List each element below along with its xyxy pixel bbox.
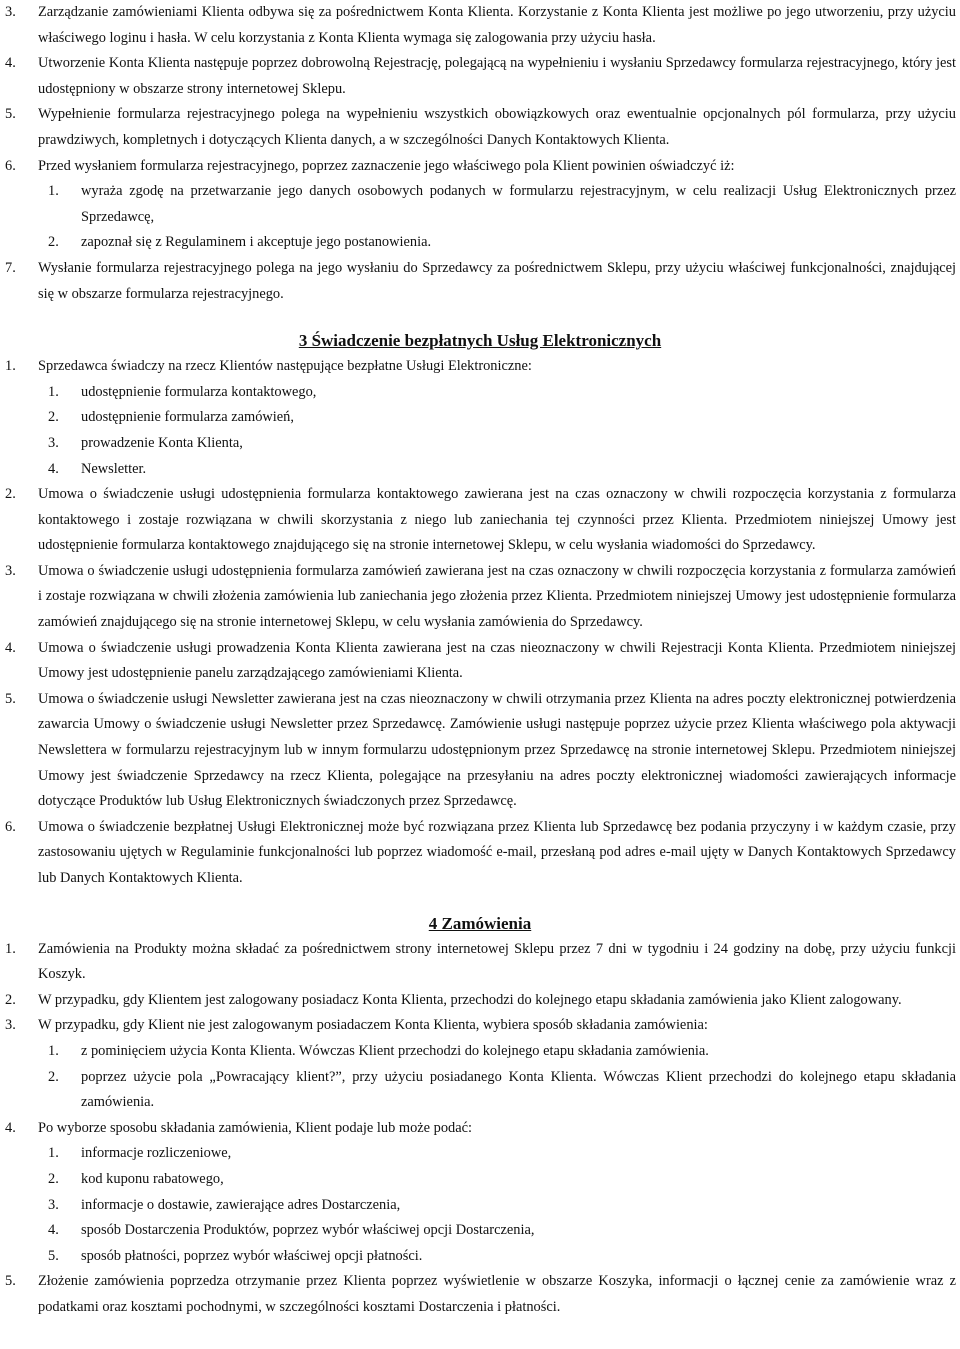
item-text: informacje rozliczeniowe, <box>81 1145 232 1162</box>
item-text: zapoznał się z Regulaminem i akceptuje jego postanowienia. <box>81 234 432 251</box>
item-text: Wysłanie formularza rejestracyjnego polega na jego wysłaniu do Sprzedawcy za pośrednictwem Sklepu, przy użyciu właściwej funkcjonalności, znajdującej się w obszarze formularza rejestracyjnego. <box>38 259 956 302</box>
item-text: Umowa o świadczenie bezpłatnej Usługi Elektronicznej może być rozwiązana przez Klienta lub Sprzedawcę bez podania przyczyny i w każdym czasie, przy zastosowaniu ujętych w Regulaminie funkcjonalności lub poprzez wiadomość e-mail, przesłaną pod adres e-mail ujęty w Danych Kontaktowych Sprzedawcy lub Danych Kontaktowych Klienta. <box>38 818 956 886</box>
item-number: 1. <box>5 358 16 375</box>
sub-list-item <box>0 1141 960 1167</box>
item-text: Sprzedawca świadczy na rzecz Klientów następujące bezpłatne Usługi Elektroniczne: <box>38 358 532 375</box>
list-item <box>0 102 960 153</box>
item-text: Przed wysłaniem formularza rejestracyjnego, poprzez zaznaczenie jego właściwego pola Klient powinien oświadczyć iż: <box>38 157 735 174</box>
list-item <box>0 559 960 636</box>
item-text: sposób płatności, poprzez wybór właściwej opcji płatności. <box>81 1247 423 1264</box>
item-text: Zamówienia na Produkty można składać za pośrednictwem strony internetowej Sklepu przez 7 dni w tygodniu i 24 godziny na dobę, przy użyciu funkcji Koszyk. <box>38 940 956 983</box>
list-item <box>0 354 960 380</box>
list-item <box>0 687 960 815</box>
sub-list-item <box>0 380 960 406</box>
item-text: Złożenie zamówienia poprzedza otrzymanie przez Klienta poprzez wyświetlenie w obszarze Koszyka, informacji o łącznej cenie za zamówienie wraz z podatkami oraz kosztami pochodnymi, w szczególności kosztami Dostarczenia i płatności. <box>38 1273 956 1315</box>
item-number: 3. <box>5 4 16 20</box>
item-number: 5. <box>5 1273 16 1290</box>
section-heading: 3 Świadczenie bezpłatnych Usług Elektronicznych <box>298 331 662 351</box>
item-number: 4. <box>5 639 16 656</box>
item-text: Umowa o świadczenie usługi udostępnienia formularza kontaktowego zawierana jest na czas oznaczony w chwili rozpoczęcia korzystania z formularza kontaktowego i zostaje rozwiązana w chwili skorzystania z niego lub zaniechania tej czynności przez Klienta. Przedmiotem niniejszej Umowy jest udostępnienie formularza kontaktowego znajdującego się na stronie internetowej Sklepu, w celu wysłania wiadomości do Sprzedawcy. <box>38 486 956 554</box>
sub-list-item <box>0 1193 960 1219</box>
item-text: Newsletter. <box>81 460 147 477</box>
sub-list-item <box>0 1167 960 1193</box>
sub-list-item <box>0 405 960 431</box>
item-text: prowadzenie Konta Klienta, <box>81 434 243 451</box>
item-number: 2. <box>5 991 16 1008</box>
item-number: 2. <box>48 1068 59 1085</box>
item-text: W przypadku, gdy Klientem jest zalogowany posiadacz Konta Klienta, przechodzi do kolejnego etapu składania zamówienia jako Klient zalogowany. <box>38 991 902 1008</box>
section3-list <box>0 354 960 891</box>
item-number: 1. <box>48 1145 59 1162</box>
item-number: 7. <box>5 259 16 276</box>
sub-list-item <box>0 1244 960 1270</box>
item-text: W przypadku, gdy Klient nie jest zalogowanym posiadaczem Konta Klienta, wybiera sposób składania zamówienia: <box>38 1017 708 1034</box>
sub-list-item <box>0 1065 960 1116</box>
item-number: 4. <box>48 460 59 477</box>
item-number: 1. <box>5 940 16 957</box>
list-item <box>0 988 960 1014</box>
sub-list-item <box>0 230 960 256</box>
item-number: 3. <box>5 1017 16 1034</box>
item-number: 1. <box>48 1042 59 1059</box>
item-text: udostępnienie formularza zamówień, <box>81 409 294 426</box>
item-number: 2. <box>5 486 16 503</box>
item-text: Umowa o świadczenie usługi Newsletter zawierana jest na czas nieoznaczony w chwili otrzymania przez Klienta na adres poczty elektronicznej potwierdzenia zawarcia Umowy o świadczenie usługi Newsletter przez Sprzedawcę. Zamówienie usługi następuje poprzez użycie przez Klienta właściwego pola aktywacji Newslettera w formularzu rejestracyjnym lub w innym formularzu udostępnionym przez Sprzedawcę na stronie internetowej Sklepu. Przedmiotem niniejszej Umowy jest świadczenie Sprzedawcy na rzecz Klienta, polegające na przesyłaniu na adres poczty elektronicznej wiadomości zawierających informacje dotyczące Produktów lub Usług Elektronicznych świadczonych przez Sprzedawcę. <box>38 690 956 810</box>
sub-list-item <box>0 179 960 230</box>
list-item <box>0 636 960 687</box>
item-number: 1. <box>48 383 59 400</box>
item-number: 1. <box>48 183 59 200</box>
item-text: Zarządzanie zamówieniami Klienta odbywa się za pośrednictwem Konta Klienta. Korzystanie z Konta Klienta jest możliwe po jego utworzeniu, przy użyciu właściwego loginu i hasła. W celu korzystania z Konta Klienta wymaga się zalogowania przy użyciu hasła. <box>38 4 956 46</box>
list-item <box>0 51 960 102</box>
item-number: 3. <box>48 1196 59 1213</box>
list-item <box>0 1116 960 1142</box>
item-number: 6. <box>5 818 16 835</box>
item-text: Utworzenie Konta Klienta następuje poprzez dobrowolną Rejestrację, polegającą na wypełnieniu i wysłaniu Sprzedawcy formularza rejestracyjnego, który jest udostępniony w obszarze strony internetowej Sklepu. <box>38 55 956 97</box>
item-number: 4. <box>48 1222 59 1239</box>
list-item <box>0 482 960 559</box>
item-text: sposób Dostarczenia Produktów, poprzez wybór właściwej opcji Dostarczenia, <box>81 1222 535 1239</box>
list-item <box>0 256 960 307</box>
item-number: 2. <box>48 1170 59 1187</box>
item-text: informacje o dostawie, zawierające adres Dostarczenia, <box>81 1196 401 1213</box>
list-item <box>0 815 960 892</box>
item-text: poprzez użycie pola „Powracający klient?”, przy użyciu posiadanego Konta Klienta. Wówczas Klient przechodzi do kolejnego etapu składania zamówienia. <box>81 1068 956 1111</box>
section4-list <box>0 937 960 1321</box>
item-number: 4. <box>5 55 16 72</box>
item-text: Po wyborze sposobu składania zamówienia, Klient podaje lub może podać: <box>38 1119 473 1136</box>
section-heading: 4 Zamówienia <box>428 913 532 933</box>
item-number: 5. <box>5 690 16 707</box>
item-number: 3. <box>48 434 59 451</box>
item-text: z pominięciem użycia Konta Klienta. Wówczas Klient przechodzi do kolejnego etapu składania zamówienia. <box>81 1042 709 1059</box>
sub-list-item <box>0 1218 960 1244</box>
list-item <box>0 154 960 180</box>
item-text: wyraża zgodę na przetwarzanie jego danych osobowych podanych w formularzu rejestracyjnym, w celu realizacji Usług Elektronicznych przez Sprzedawcę, <box>81 183 956 225</box>
sub-list-item <box>0 431 960 457</box>
item-text: Wypełnienie formularza rejestracyjnego polega na wypełnieniu wszystkich obowiązkowych oraz ewentualnie opcjonalnych pól formularza, przy użyciu prawdziwych, kompletnych i dotyczących Klienta danych, a w szczególności Danych Kontaktowych Klienta. <box>38 106 956 148</box>
item-number: 6. <box>5 157 16 174</box>
item-text: Umowa o świadczenie usługi prowadzenia Konta Klienta zawierana jest na czas nieoznaczony w chwili Rejestracji Konta Klienta. Przedmiotem niniejszej Umowy jest udostępnienie panelu zarządzającego zamówieniami Klienta. <box>38 639 956 682</box>
list-item <box>0 1269 960 1320</box>
item-number: 4. <box>5 1119 16 1136</box>
sub-list-item <box>0 1039 960 1065</box>
list-item <box>0 1013 960 1039</box>
item-number: 3. <box>5 562 16 579</box>
item-number: 5. <box>5 106 16 123</box>
item-text: kod kuponu rabatowego, <box>81 1170 224 1187</box>
item-number: 5. <box>48 1247 59 1264</box>
item-number: 2. <box>48 409 59 426</box>
sub-list-item <box>0 457 960 483</box>
item-text: udostępnienie formularza kontaktowego, <box>81 383 317 400</box>
top-list <box>0 0 960 307</box>
item-text: Umowa o świadczenie usługi udostępnienia formularza zamówień zawierana jest na czas oznaczony w chwili rozpoczęcia korzystania z formularza zamówień i zostaje rozwiązana w chwili złożenia zamówienia lub zaniechania jego złożenia przez Klienta. Przedmiotem niniejszej Umowy jest udostępnienie formularza zamówień znajdującego się na stronie internetowej Sklepu, w celu wysłania zamówienia do Sprzedawcy. <box>38 562 956 631</box>
list-item <box>0 937 960 988</box>
item-number: 2. <box>48 234 59 251</box>
list-item <box>0 0 960 51</box>
